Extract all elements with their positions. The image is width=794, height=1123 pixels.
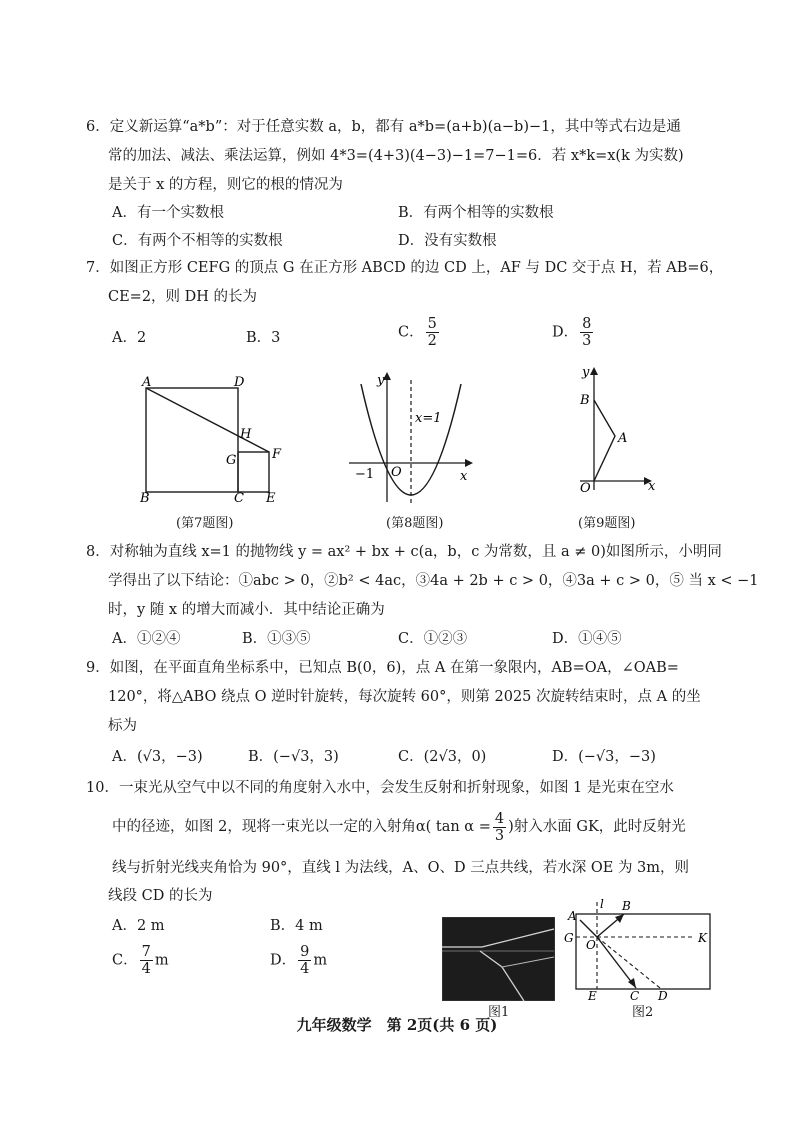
q10-option-b: B．4 m <box>270 918 323 934</box>
figure-1-photo <box>442 917 555 1001</box>
fig8-label-x: x <box>460 469 468 484</box>
q10-option-c-num: 7 <box>141 944 151 960</box>
fig2-label-o: O <box>586 938 596 952</box>
segment-af <box>146 388 269 452</box>
fig7-label-h: H <box>240 427 252 442</box>
fig2-label-e: E <box>588 989 597 1003</box>
fig9-label-x: x <box>648 479 656 494</box>
fig2-label-k: K <box>698 931 707 945</box>
fig9-label-o: O <box>580 481 591 496</box>
q10-tan-den: 3 <box>494 827 505 844</box>
fig7-label-e: E <box>266 491 276 506</box>
q10-option-c-den: 4 <box>141 961 151 977</box>
q7-option-d-fraction <box>580 316 593 349</box>
fig7-label-f: F <box>272 447 282 462</box>
q7-option-c <box>398 316 441 349</box>
q9-line2: 120°，将△ABO 绕点 O 逆时针旋转，每次旋转 60°，则第 2025 次旋转结束时，点 A 的坐 <box>108 689 701 705</box>
fig8-label-y: y <box>377 373 385 388</box>
q10-line3: 线与折射光线夹角恰为 90°，直线 l 为法线，A、O、D 三点共线，若水深 OE 为 3m，则 <box>112 860 690 876</box>
fig7-label-b: B <box>140 491 150 506</box>
square-abcd <box>146 388 238 492</box>
fig8-label-axis: x=1 <box>415 411 442 426</box>
q6-line3: 是关于 x 的方程，则它的根的情况为 <box>108 177 343 193</box>
q10-option-d-num: 9 <box>300 944 310 960</box>
fig7-label-g: G <box>226 453 237 468</box>
q7-option-a: A．2 <box>112 330 147 346</box>
q10-line1: 10．一束光从空气中以不同的角度射入水中，会发生反射和折射现象，如图 1 是光束在空水 <box>86 780 674 796</box>
fig9-label-y: y <box>582 365 590 380</box>
q6-line2: 常的加法、减法、乘法运算，例如 4*3=(4+3)(4−3)−1=7−1=6．若 x*k=x(k 为实数) <box>108 148 684 164</box>
q7-option-c-den: 2 <box>427 333 437 349</box>
q8-option-b: B．①③⑤ <box>242 631 311 647</box>
q6-option-b: B．有两个相等的实数根 <box>398 205 554 221</box>
q7-option-d-label: D． <box>552 324 579 341</box>
q6-option-c: C．有两个不相等的实数根 <box>112 233 283 249</box>
figure-2 <box>560 896 720 1004</box>
q7-option-b: B．3 <box>246 330 281 346</box>
q7-option-d-num: 8 <box>582 316 592 332</box>
q8-line2: 学得出了以下结论：①abc > 0，②b² < 4ac，③4a + 2b + c > 0，④3a + c > 0，⑤ 当 x < −1 <box>108 573 759 589</box>
figure-8 <box>345 370 480 510</box>
fig9-label-a: A <box>618 431 628 446</box>
fig2-caption: 图2 <box>632 1005 654 1020</box>
page-footer: 九年级数学 第 2页(共 6 页) <box>296 1016 498 1034</box>
q9-option-a: A．(√3，−3) <box>112 749 203 765</box>
q10-option-d <box>270 944 327 977</box>
fig8-x-arrow <box>465 459 473 467</box>
q10-option-c <box>112 944 169 977</box>
fig9-label-b: B <box>580 393 590 408</box>
q8-option-c: C．①②③ <box>398 631 468 647</box>
fig2-label-l: l <box>600 897 604 911</box>
square-cefg <box>238 452 269 492</box>
fig1-caption: 图1 <box>488 1005 510 1020</box>
q6-option-d: D．没有实数根 <box>398 233 497 249</box>
q8-option-a: A．①②④ <box>112 631 181 647</box>
q10-line2 <box>112 810 686 844</box>
fig2-extension-od <box>597 937 660 988</box>
fig7-label-d: D <box>234 375 245 390</box>
q7-line1: 7．如图正方形 CEFG 的顶点 G 在正方形 ABCD 的边 CD 上，AF 与 DC 交于点 H，若 AB=6， <box>86 260 724 276</box>
fig2-label-a: A <box>568 909 577 923</box>
q7-option-c-fraction <box>426 316 439 349</box>
q7-option-c-label: C． <box>398 324 424 341</box>
q9-option-d: D．(−√3，−3) <box>552 749 656 765</box>
q8-line3: 时，y 随 x 的增大而减小．其中结论正确为 <box>108 602 385 618</box>
fig7-label-c: C <box>234 491 244 506</box>
q10-option-c-label: C． <box>112 952 138 969</box>
fig2-label-c: C <box>630 989 640 1003</box>
q10-option-d-fraction <box>298 944 311 977</box>
fig7-label-a: A <box>142 375 152 390</box>
fig2-label-d: D <box>658 989 668 1003</box>
q10-line2-end: )射入水面 GK，此时反射光 <box>508 819 686 835</box>
q7-option-d <box>552 316 595 349</box>
q10-option-c-unit: m <box>154 952 169 969</box>
q10-option-d-den: 4 <box>300 961 310 977</box>
fig8-label-minus1: −1 <box>355 467 375 482</box>
q10-line2-start: 中的径迹，如图 2，现将一束光以一定的入射角α( tan α = <box>112 819 491 835</box>
fig2-label-g: G <box>564 931 574 945</box>
fig2-container <box>576 914 710 989</box>
q8-line1: 8．对称轴为直线 x=1 的抛物线 y = ax² + bx + c(a，b，c 为常数，且 a ≠ 0)如图所示，小明同 <box>86 544 722 560</box>
fig9-y-arrow <box>590 367 598 375</box>
q10-tan-num: 4 <box>494 810 505 827</box>
figure-9 <box>566 362 666 497</box>
q10-tan-fraction <box>493 811 506 844</box>
figure-7 <box>130 372 300 507</box>
fig2-refracted-ray-oc <box>597 937 636 988</box>
q10-option-d-unit: m <box>313 952 328 969</box>
q9-line1: 9．如图，在平面直角坐标系中，已知点 B(0，6)，点 A 在第一象限内，AB=OA，∠OAB= <box>86 660 679 676</box>
q7-option-d-den: 3 <box>582 333 592 349</box>
fig7-caption: (第7题图) <box>176 516 234 531</box>
q9-option-b: B．(−√3，3) <box>248 749 339 765</box>
q10-option-a: A．2 m <box>112 918 165 934</box>
q9-line3: 标为 <box>108 718 137 734</box>
q10-line4: 线段 CD 的长为 <box>108 888 213 904</box>
q10-option-c-fraction <box>140 944 153 977</box>
fig8-label-o: O <box>391 465 402 480</box>
q7-line2: CE=2，则 DH 的长为 <box>108 289 258 305</box>
q6-line1: 6．定义新运算“a*b”：对于任意实数 a，b，都有 a*b=(a+b)(a−b)−1，其中等式右边是通 <box>86 119 681 135</box>
photo-background <box>442 917 555 1001</box>
q9-option-c: C．(2√3，0) <box>398 749 487 765</box>
q7-option-c-num: 5 <box>427 316 437 332</box>
fig9-caption: (第9题图) <box>578 516 636 531</box>
fig2-incident-ray <box>580 920 597 937</box>
q6-option-a: A．有一个实数根 <box>112 205 224 221</box>
fig9-triangle <box>594 400 615 481</box>
q8-option-d: D．①④⑤ <box>552 631 622 647</box>
fig8-caption: (第8题图) <box>386 516 444 531</box>
fig2-reflected-arrow <box>615 914 624 923</box>
q10-option-d-label: D． <box>270 952 297 969</box>
fig2-label-b: B <box>622 899 631 913</box>
